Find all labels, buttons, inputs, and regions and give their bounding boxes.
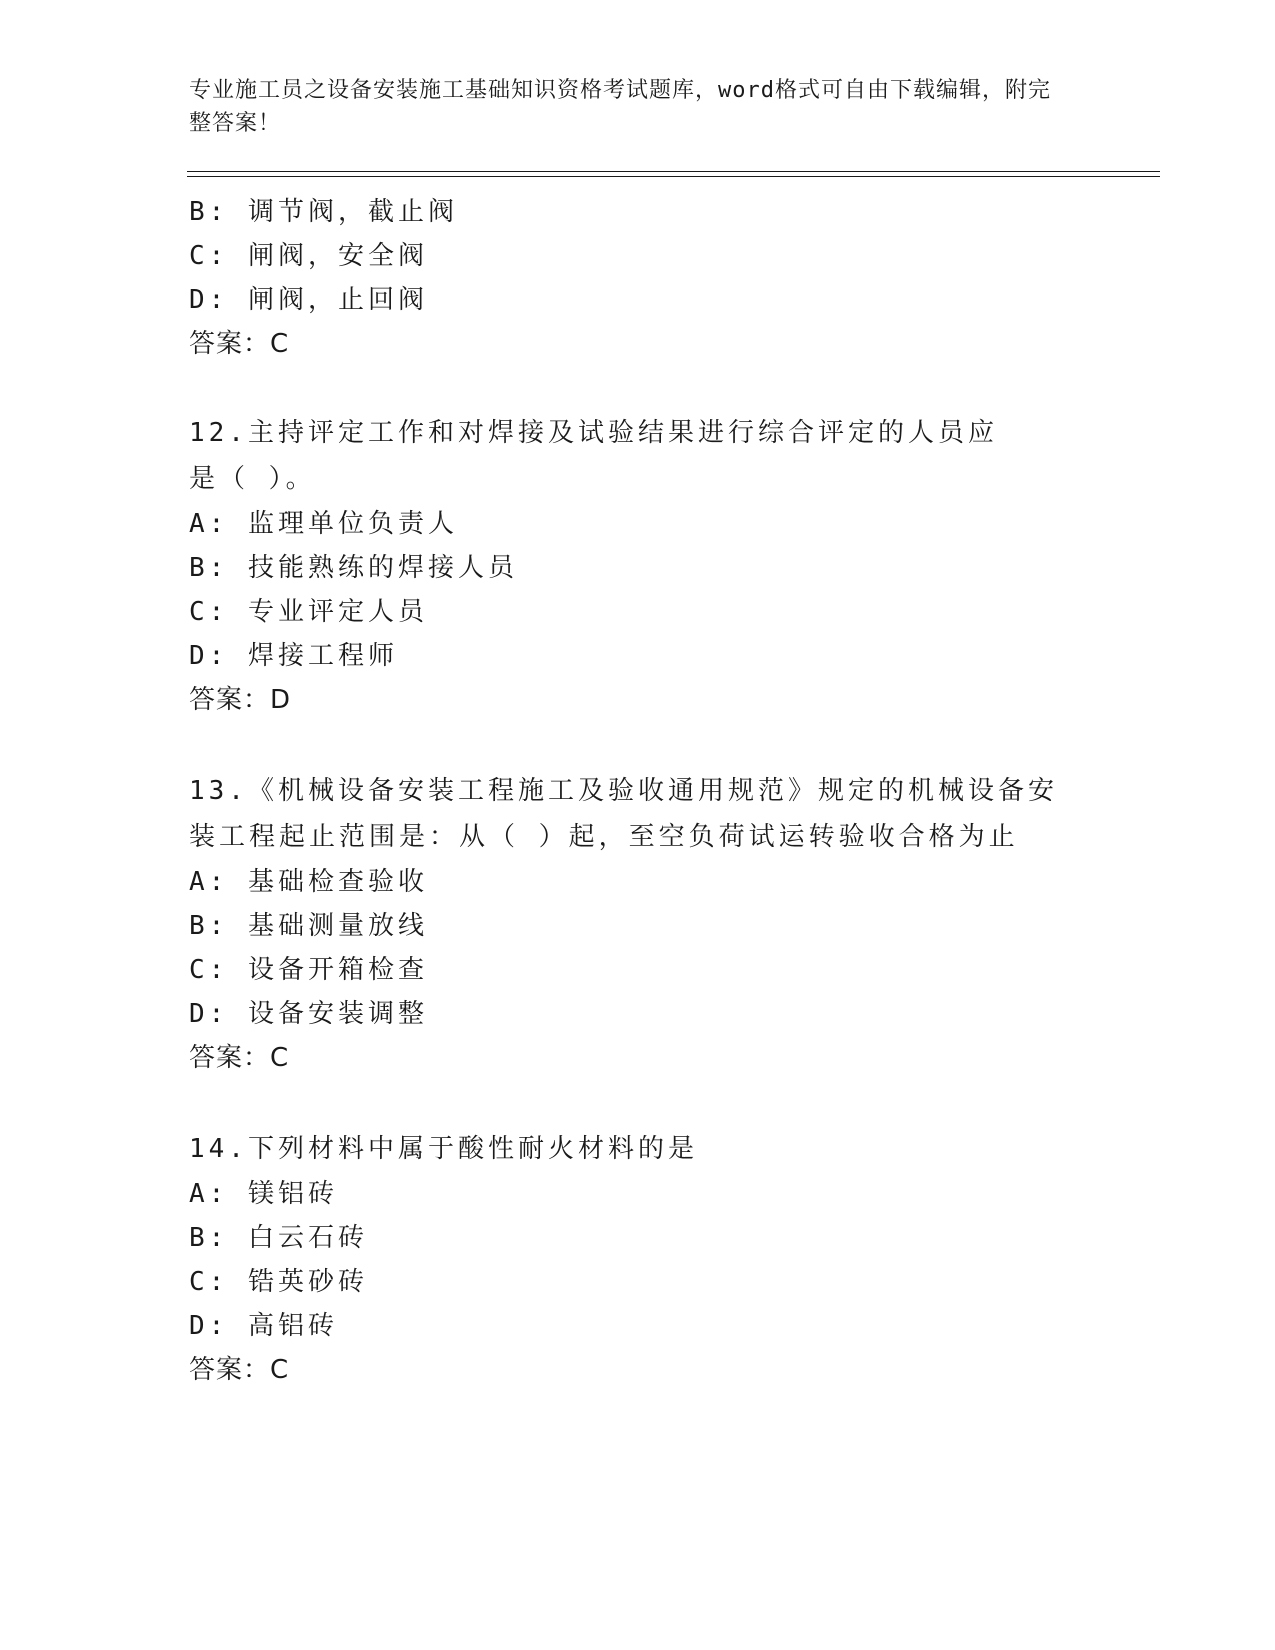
option-c: C: 闸阀，安全阀 [189, 241, 428, 271]
document-header: 专业施工员之设备安装施工基础知识资格考试题库，word格式可自由下载编辑，附完整答案！ [189, 78, 1051, 136]
option-a: A: 镁铝砖 [189, 1179, 338, 1209]
answer: 答案：D [189, 685, 292, 715]
answer: 答案：C [189, 329, 290, 359]
option-d: D: 焊接工程师 [189, 641, 398, 671]
question-text: 14.下列材料中属于酸性耐火材料的是 [189, 1134, 698, 1164]
option-b: B: 白云石砖 [189, 1223, 368, 1253]
answer: 答案：C [189, 1355, 290, 1385]
question-block-13 [189, 768, 1089, 1080]
option-b: B: 调节阀，截止阀 [189, 197, 458, 227]
document-body [189, 190, 1089, 1392]
option-b: B: 基础测量放线 [189, 911, 428, 941]
option-b: B: 技能熟练的焊接人员 [189, 553, 518, 583]
header-rule-bottom [187, 176, 1160, 177]
option-d: D: 高铝砖 [189, 1311, 338, 1341]
option-a: A: 监理单位负责人 [189, 509, 458, 539]
question-block-12 [189, 410, 1089, 722]
question-block-14 [189, 1126, 1089, 1392]
option-c: C: 锆英砂砖 [189, 1267, 368, 1297]
option-c: C: 专业评定人员 [189, 597, 428, 627]
header-rule-top [187, 171, 1160, 172]
question-block-11 [189, 190, 1089, 366]
question-text: 12.主持评定工作和对焊接及试验结果进行综合评定的人员应是（ ）。 [189, 418, 998, 494]
question-text: 13.《机械设备安装工程施工及验收通用规范》规定的机械设备安装工程起止范围是：从（ ）起，至空负荷试运转验收合格为止 [189, 776, 1058, 852]
option-d: D: 设备安装调整 [189, 999, 428, 1029]
option-a: A: 基础检查验收 [189, 867, 428, 897]
option-c: C: 设备开箱检查 [189, 955, 428, 985]
answer: 答案：C [189, 1043, 290, 1073]
option-d: D: 闸阀，止回阀 [189, 285, 428, 315]
